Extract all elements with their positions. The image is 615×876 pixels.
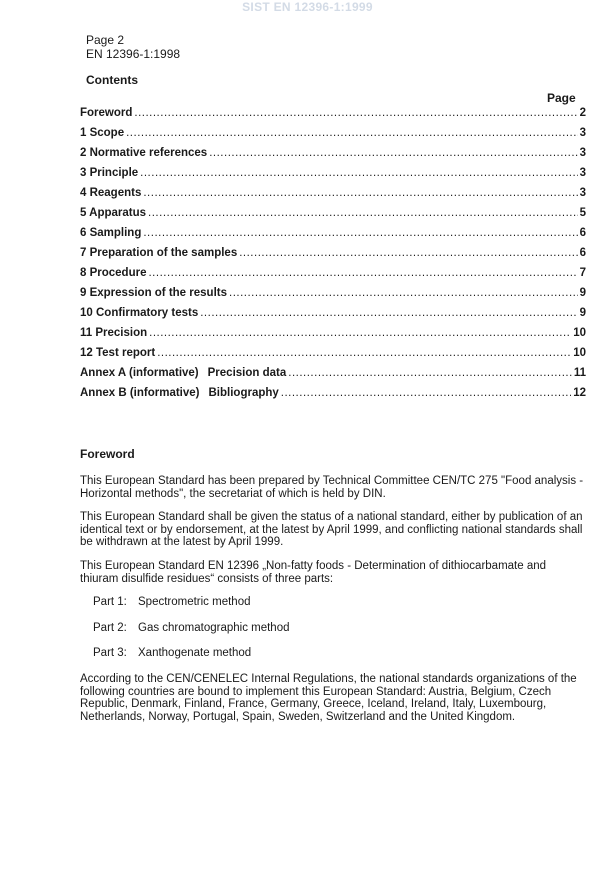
dot-leader bbox=[157, 347, 571, 359]
toc-entry-label: 5 Apparatus bbox=[80, 207, 147, 219]
toc-entry[interactable] bbox=[80, 327, 586, 347]
dot-leader bbox=[143, 187, 577, 199]
dot-leader bbox=[126, 127, 577, 139]
toc-entry-page: 11 bbox=[573, 367, 586, 379]
page-column-header: Page bbox=[547, 91, 576, 105]
toc-entry-page: 6 bbox=[579, 247, 586, 259]
toc-entry[interactable] bbox=[80, 227, 586, 247]
part-item bbox=[93, 647, 585, 660]
toc-entry-label: 6 Sampling bbox=[80, 227, 142, 239]
dot-leader bbox=[148, 207, 578, 219]
toc-entry[interactable] bbox=[80, 247, 586, 267]
part-number: Part 1: bbox=[93, 596, 127, 609]
toc-entry-label: 4 Reagents bbox=[80, 187, 142, 199]
toc-entry[interactable] bbox=[80, 167, 586, 187]
dot-leader bbox=[200, 307, 577, 319]
part-title: Xanthogenate method bbox=[138, 647, 252, 660]
dot-leader bbox=[140, 167, 577, 179]
dot-leader bbox=[143, 227, 577, 239]
toc-entry-page: 9 bbox=[579, 307, 586, 319]
dot-leader bbox=[288, 367, 572, 379]
dot-leader bbox=[281, 387, 571, 399]
part-number: Part 2: bbox=[93, 621, 127, 634]
watermark: SIST EN 12396-1:1999 bbox=[242, 0, 373, 14]
part-number: Part 3: bbox=[93, 647, 127, 660]
toc-entry-label: 3 Principle bbox=[80, 167, 139, 179]
table-of-contents bbox=[80, 107, 586, 407]
toc-entry-page: 3 bbox=[579, 187, 586, 199]
part-title: Spectrometric method bbox=[138, 596, 251, 609]
toc-entry-label: 12 Test report bbox=[80, 347, 156, 359]
paragraph: This European Standard EN 12396 „Non-fatty foods - Determination of dithiocarbamate and thiuram disulfide residues“ consists of three parts: bbox=[80, 559, 547, 585]
dot-leader bbox=[148, 267, 577, 279]
toc-entry-label: 7 Preparation of the samples bbox=[80, 247, 238, 259]
part-item bbox=[93, 596, 585, 609]
toc-entry-label: 9 Expression of the results bbox=[80, 287, 227, 299]
toc-entry-label: 1 Scope bbox=[80, 127, 125, 139]
toc-entry[interactable] bbox=[80, 307, 586, 327]
paragraph: According to the CEN/CENELEC Internal Regulations, the national standards organizations of the following countries are bound to implement this European Standard: Austria, Belgium, Czech Republic, Denmark, Finland, France, Germany, Greece, Iceland, Ireland, Italy, Luxembourg, Netherlands, Norway, Portugal, Spain, Sweden, Switzerland and the United Kingdom. bbox=[80, 672, 577, 723]
foreword-body bbox=[80, 475, 585, 734]
toc-entry[interactable] bbox=[80, 267, 586, 287]
toc-annex-entry[interactable] bbox=[80, 367, 586, 387]
dot-leader bbox=[209, 147, 577, 159]
toc-entry-label: 8 Procedure bbox=[80, 267, 147, 279]
toc-entry[interactable] bbox=[80, 287, 586, 307]
toc-entry[interactable] bbox=[80, 147, 586, 167]
annex-title: Bibliography bbox=[208, 387, 279, 399]
contents-title: Contents bbox=[86, 73, 138, 87]
toc-entry[interactable] bbox=[80, 107, 586, 127]
paragraph: This European Standard has been prepared by Technical Committee CEN/TC 275 "Food analysis - Horizontal methods", the secretariat of which is held by DIN. bbox=[80, 475, 584, 500]
toc-entry-label: Foreword bbox=[80, 107, 133, 119]
dot-leader bbox=[239, 247, 577, 259]
toc-entry-page: 10 bbox=[573, 347, 586, 359]
foreword-heading: Foreword bbox=[80, 447, 135, 461]
toc-annex-entry[interactable] bbox=[80, 387, 586, 407]
toc-entry-page: 3 bbox=[579, 127, 586, 139]
toc-entry[interactable] bbox=[80, 347, 586, 367]
dot-leader bbox=[134, 107, 577, 119]
toc-entry-page: 5 bbox=[579, 207, 586, 219]
dot-leader bbox=[229, 287, 578, 299]
toc-entry-label: 2 Normative references bbox=[80, 147, 208, 159]
annex-label: Annex A (informative) bbox=[80, 367, 199, 379]
dot-leader bbox=[149, 327, 571, 339]
toc-entry-page: 12 bbox=[573, 387, 586, 399]
standard-id: EN 12396-1:1998 bbox=[86, 47, 181, 61]
toc-entry[interactable] bbox=[80, 207, 586, 227]
toc-entry-label: 10 Confirmatory tests bbox=[80, 307, 199, 319]
toc-entry-label: 11 Precision bbox=[80, 327, 148, 339]
toc-entry-page: 3 bbox=[579, 147, 586, 159]
part-item bbox=[93, 622, 585, 635]
toc-entry-page: 7 bbox=[579, 267, 586, 279]
toc-entry-page: 2 bbox=[579, 107, 586, 119]
annex-title: Precision data bbox=[207, 367, 287, 379]
toc-entry-page: 10 bbox=[573, 327, 586, 339]
part-title: Gas chromatographic method bbox=[138, 621, 290, 634]
page-header bbox=[86, 33, 180, 61]
toc-entry-page: 9 bbox=[579, 287, 586, 299]
toc-entry-page: 3 bbox=[579, 167, 586, 179]
page-number: Page 2 bbox=[86, 33, 125, 47]
toc-entry[interactable] bbox=[80, 187, 586, 207]
annex-label: Annex B (informative) bbox=[80, 387, 200, 399]
toc-entry[interactable] bbox=[80, 127, 586, 147]
toc-entry-page: 6 bbox=[579, 227, 586, 239]
paragraph: This European Standard shall be given the status of a national standard, either by publication of an identical text or by endorsement, at the latest by April 1999, and conflicting national standards shall be withdrawn at the latest by April 1999. bbox=[80, 511, 583, 549]
